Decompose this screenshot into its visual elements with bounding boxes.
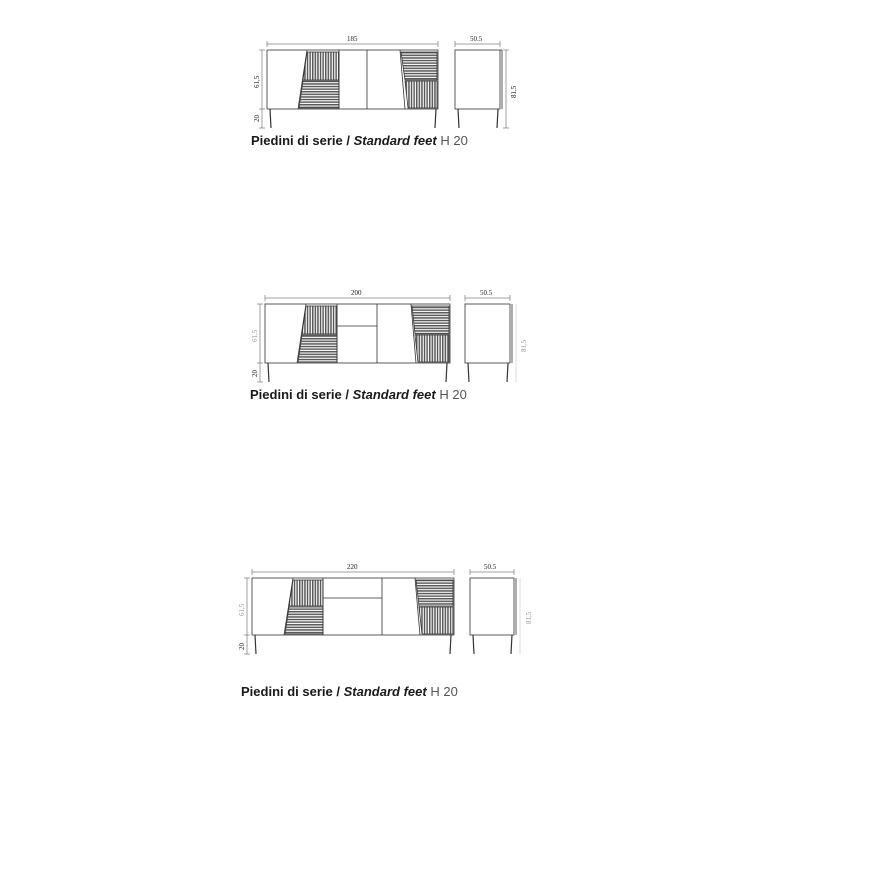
caption-it: Piedini di serie — [250, 387, 342, 402]
width-label-220: 220 — [347, 563, 358, 571]
caption-it: Piedini di serie — [241, 684, 333, 699]
depth-label-220: 50.5 — [484, 563, 497, 571]
caption-separator: / — [346, 133, 351, 148]
width-label-200: 200 — [351, 289, 362, 297]
sideboard-200-side-view — [465, 295, 516, 382]
total-height-label-200: 81,5 — [520, 339, 528, 352]
caption-en: Standard feet — [343, 684, 427, 699]
caption-separator: / — [336, 684, 341, 699]
body-height-label-200: 61,5 — [251, 329, 259, 342]
feet-height-label-220: 20 — [238, 643, 246, 650]
caption-en: Standard feet — [352, 387, 436, 402]
sideboard-185-front-view — [259, 41, 438, 128]
sideboard-185-side-view — [455, 41, 509, 128]
feet-height-label-200: 20 — [251, 370, 259, 377]
feet-caption-200 — [250, 387, 467, 402]
sideboard-200-front-view — [257, 295, 450, 382]
depth-label-200: 50.5 — [480, 289, 493, 297]
body-height-label-185: 61,5 — [253, 75, 261, 88]
caption-height: H 20 — [439, 387, 467, 402]
total-height-label-220: 81,5 — [525, 611, 533, 624]
feet-caption-220 — [241, 684, 458, 699]
caption-height: H 20 — [430, 684, 458, 699]
caption-separator: / — [345, 387, 350, 402]
caption-height: H 20 — [440, 133, 468, 148]
width-label-185: 185 — [347, 35, 358, 43]
body-height-label-220: 61,5 — [238, 603, 246, 616]
depth-label-185: 50.5 — [470, 35, 483, 43]
caption-it: Piedini di serie — [251, 133, 343, 148]
feet-height-label-185: 20 — [253, 115, 261, 122]
caption-en: Standard feet — [353, 133, 437, 148]
sideboard-220-front-view — [244, 569, 454, 654]
sideboard-220-side-view — [470, 569, 520, 654]
feet-caption-185 — [251, 133, 468, 148]
total-height-label-185: 81,5 — [510, 85, 518, 98]
